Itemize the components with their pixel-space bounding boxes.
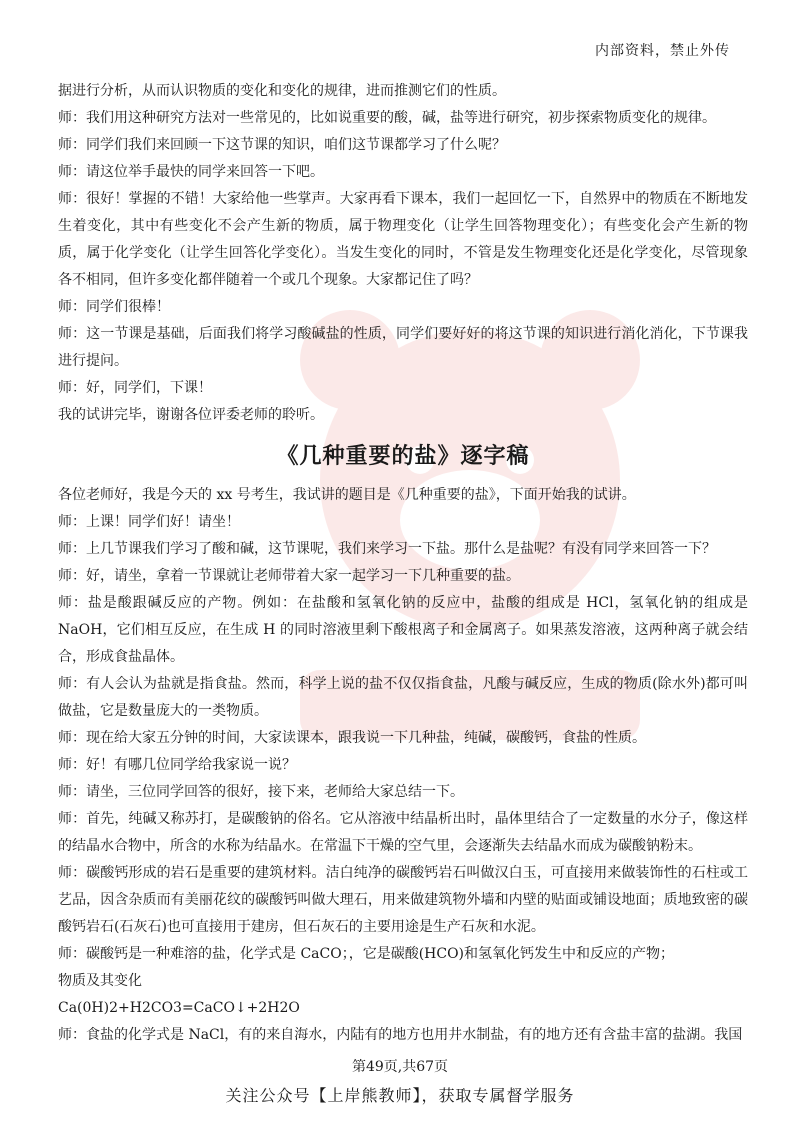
body-paragraph: 师：碳酸钙是一种难溶的盐，化学式是 CaCO；，它是碳酸(HCO)和氢氧化钙发生中和反应的产物； <box>58 946 675 962</box>
confidential-notice: 内部资料，禁止外传 <box>595 43 730 59</box>
section-title: 《几种重要的盐》逐字稿 <box>276 443 530 469</box>
body-paragraph: 师：碳酸钙形成的岩石是重要的建筑材料。洁白纯净的碳酸钙岩石叫做汉白玉，可直接用来做装饰性的石柱或工艺品，因含杂质而有美丽花纹的碳酸钙叫做大理石，用来做建筑物外墙和内壁的贴面或铺设地面；质地致密的碳酸钙岩石(石灰石)也可直接用于建房，但石灰石的主要用途是生产石灰和水泥。 <box>58 865 748 935</box>
intro-paragraph: 我的试讲完毕，谢谢各位评委老师的聆听。 <box>58 407 324 423</box>
body-paragraph: 师：食盐的化学式是 NaCl，有的来自海水，内陆有的地方也用井水制盐，有的地方还有含盐丰富的盐湖。我国 <box>58 1027 743 1043</box>
body-paragraph: 师：请坐，三位同学回答的很好，接下来，老师给大家总结一下。 <box>58 784 464 800</box>
body-paragraph: 师：上几节课我们学习了酸和碱，这节课呢，我们来学习一下盐。那什么是盐呢？有没有同学来回答一下？ <box>58 541 716 557</box>
intro-paragraph: 据进行分析，从而认识物质的变化和变化的规律，进而推测它们的性质。 <box>58 83 506 99</box>
body-paragraph: 师：好，请坐，拿着一节课就让老师带着大家一起学习一下几种重要的盐。 <box>58 568 520 584</box>
body-paragraph: 师：首先，纯碱又称苏打，是碳酸钠的俗名。它从溶液中结晶析出时，晶体里结合了一定数量的水分子，像这样的结晶水合物中，所含的水称为结晶水。在常温下干燥的空气里，会逐渐失去结晶水而成为碳酸钠粉末。 <box>58 811 748 854</box>
intro-paragraph: 师：请这位举手最快的同学来回答一下吧。 <box>58 164 324 180</box>
body-paragraph: 师：上课！同学们好！请坐！ <box>58 514 240 530</box>
intro-paragraph: 师：我们用这种研究方法对一些常见的，比如说重要的酸，碱，盐等进行研究，初步探索物质变化的规律。 <box>58 110 716 126</box>
page-number: 第49页,共67页 <box>351 1059 449 1075</box>
body-paragraph: 师：好！有哪几位同学给我家说一说？ <box>58 757 296 773</box>
promo-footer: 关注公众号【上岸熊教师】，获取专属督学服务 <box>225 1086 575 1105</box>
body-paragraph: 各位老师好，我是今天的 xx 号考生，我试讲的题目是《几种重要的盐》，下面开始我的试讲。 <box>58 487 636 503</box>
intro-paragraph: 师：这一节课是基础，后面我们将学习酸碱盐的性质，同学们要好好的将这节课的知识进行消化消化，下节课我进行提问。 <box>58 326 748 369</box>
document-body <box>58 78 748 1049</box>
body-paragraph: 师：盐是酸跟碱反应的产物。例如：在盐酸和氢氧化钠的反应中，盐酸的组成是 HCl，氢氧化钠的组成是 NaOH，它们相互反应，在生成 H 的同时溶液里剩下酸根离子和金属离子。如果蒸发溶液，这两种离子就会结合，形成食盐晶体。 <box>58 595 748 665</box>
intro-paragraph: 师：很好！掌握的不错！大家给他一些掌声。大家再看下课本，我们一起回忆一下，自然界中的物质在不断地发生着变化，其中有些变化不会产生新的物质，属于物理变化（让学生回答物理变化）；有些变化会产生新的物质，属于化学变化（让学生回答化学变化）。当发生变化的同时，不管是发生物理变化还是化学变化，尽管现象各不相同，但许多变化都伴随着一个或几个现象。大家都记住了吗？ <box>58 191 748 288</box>
intro-paragraph: 师：同学们很棒！ <box>58 299 170 315</box>
body-paragraph: Ca(0H)2+H2CO3=CaCO↓+2H2O <box>58 1000 300 1016</box>
intro-paragraph: 师：好，同学们，下课！ <box>58 380 212 396</box>
body-paragraph: 物质及其变化 <box>58 973 142 989</box>
intro-paragraph: 师：同学们我们来回顾一下这节课的知识，咱们这节课都学习了什么呢？ <box>58 137 506 153</box>
body-paragraph: 师：有人会认为盐就是指食盐。然而，科学上说的盐不仅仅指食盐，凡酸与碱反应，生成的物质(除水外)都可叫做盐，它是数量庞大的一类物质。 <box>58 676 748 719</box>
body-paragraph: 师：现在给大家五分钟的时间，大家读课本，跟我说一下几种盐，纯碱，碳酸钙，食盐的性质。 <box>58 730 646 746</box>
